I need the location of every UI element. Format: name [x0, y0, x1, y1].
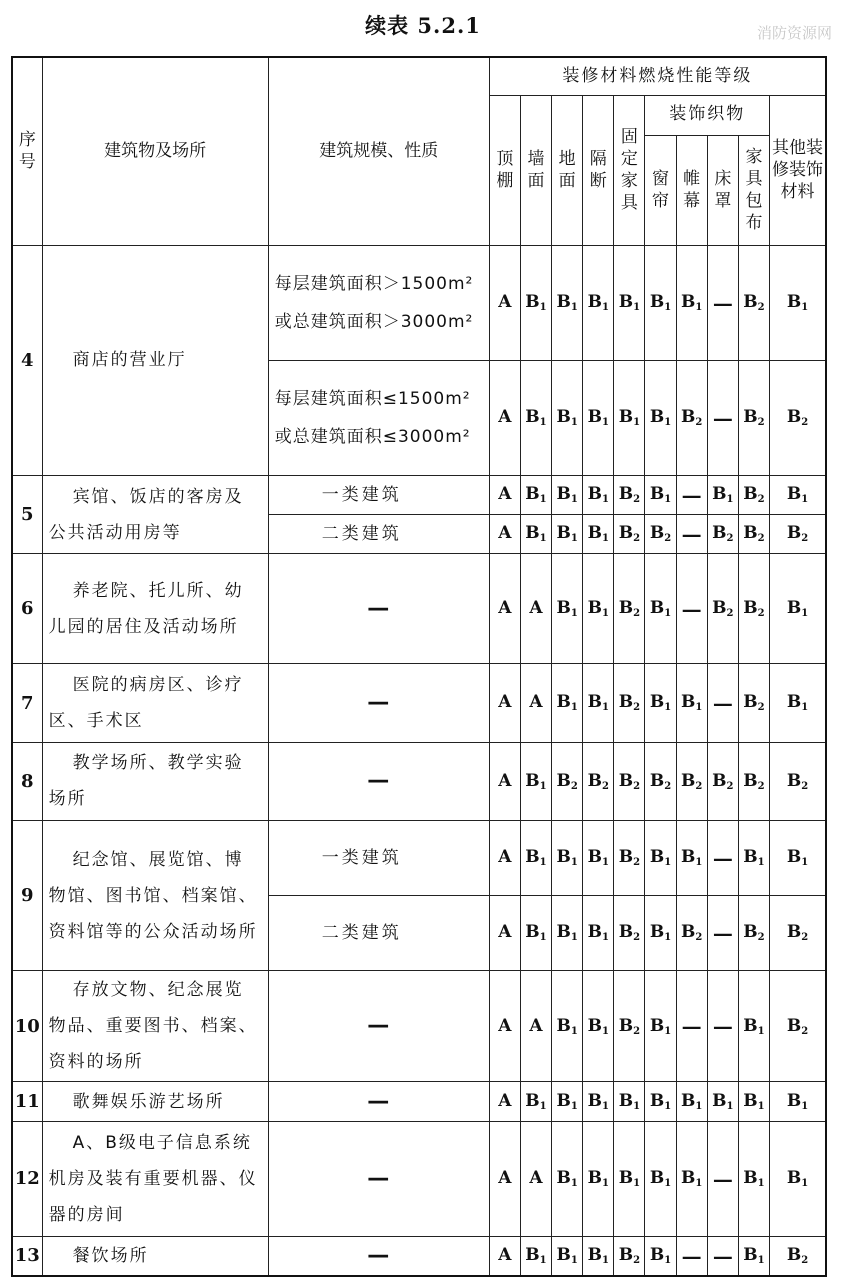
grade-fixed-furniture: $B_1$	[614, 360, 645, 475]
grade-bedcover: —	[707, 820, 738, 895]
grade-ceiling: A	[489, 360, 520, 475]
header-place: 建筑物及场所	[42, 57, 268, 245]
grade-partition: $B_1$	[583, 476, 614, 515]
header-upholstery: 家具包布	[738, 135, 769, 245]
grade-other: $B_1$	[770, 1121, 826, 1236]
header-drape: 帷幕	[676, 135, 707, 245]
grade-fixed-furniture: $B_2$	[614, 476, 645, 515]
grade-upholstery: $B_1$	[738, 1236, 769, 1276]
row-scale: 二类建筑	[268, 515, 489, 554]
grade-bedcover: $B_2$	[707, 515, 738, 554]
grade-partition: $B_1$	[583, 515, 614, 554]
header-seq: 序号	[12, 57, 42, 245]
grade-bedcover: $B_1$	[707, 476, 738, 515]
grade-wall: $B_1$	[520, 820, 551, 895]
grade-curtain: $B_1$	[645, 554, 676, 664]
row-seq: 7	[12, 664, 42, 742]
grade-other: $B_1$	[770, 245, 826, 360]
row-place: 存放文物、纪念展览物品、重要图书、档案、资料的场所	[42, 971, 268, 1082]
grade-other: $B_2$	[770, 1236, 826, 1276]
grade-floor: $B_1$	[552, 1121, 583, 1236]
row-scale: —	[268, 971, 489, 1082]
grade-partition: $B_1$	[583, 664, 614, 742]
grade-other: $B_2$	[770, 515, 826, 554]
grade-partition: $B_1$	[583, 245, 614, 360]
row-seq: 5	[12, 476, 42, 554]
grade-upholstery: $B_1$	[738, 1121, 769, 1236]
header-ceiling: 顶棚	[489, 95, 520, 245]
row-seq: 9	[12, 820, 42, 970]
grade-upholstery: $B_1$	[738, 1082, 769, 1121]
grade-drape: $B_1$	[676, 820, 707, 895]
grade-wall: $B_1$	[520, 742, 551, 820]
grade-drape: $B_1$	[676, 664, 707, 742]
grade-wall: $B_1$	[520, 515, 551, 554]
grade-fixed-furniture: $B_1$	[614, 1082, 645, 1121]
grade-curtain: $B_1$	[645, 1082, 676, 1121]
grade-floor: $B_1$	[552, 515, 583, 554]
row-place: 餐饮场所	[42, 1236, 268, 1276]
grade-other: $B_2$	[770, 742, 826, 820]
grade-fixed-furniture: $B_2$	[614, 971, 645, 1082]
grade-other: $B_2$	[770, 896, 826, 971]
grade-drape: $B_1$	[676, 1121, 707, 1236]
grade-other: $B_2$	[770, 360, 826, 475]
row-scale: 一类建筑	[268, 820, 489, 895]
grade-upholstery: $B_1$	[738, 820, 769, 895]
grade-drape: —	[676, 515, 707, 554]
grade-floor: $B_1$	[552, 896, 583, 971]
grade-ceiling: A	[489, 1082, 520, 1121]
row-seq: 10	[12, 971, 42, 1082]
grade-ceiling: A	[489, 476, 520, 515]
row-seq: 6	[12, 554, 42, 664]
grade-ceiling: A	[489, 1236, 520, 1276]
grade-fixed-furniture: $B_1$	[614, 1121, 645, 1236]
row-place: 养老院、托儿所、幼儿园的居住及活动场所	[42, 554, 268, 664]
grade-floor: $B_1$	[552, 820, 583, 895]
grade-bedcover: $B_2$	[707, 554, 738, 664]
grade-curtain: $B_1$	[645, 971, 676, 1082]
header-grade: 装修材料燃烧性能等级	[489, 57, 826, 95]
grade-ceiling: A	[489, 554, 520, 664]
grade-ceiling: A	[489, 820, 520, 895]
grade-floor: $B_1$	[552, 360, 583, 475]
grade-wall: $B_1$	[520, 360, 551, 475]
grade-ceiling: A	[489, 971, 520, 1082]
row-place: 医院的病房区、诊疗区、手术区	[42, 664, 268, 742]
grade-fixed-furniture: $B_2$	[614, 820, 645, 895]
grade-upholstery: $B_1$	[738, 971, 769, 1082]
header-scale: 建筑规模、性质	[268, 57, 489, 245]
row-place: 教学场所、教学实验场所	[42, 742, 268, 820]
grade-floor: $B_1$	[552, 971, 583, 1082]
grade-drape: $B_1$	[676, 1082, 707, 1121]
grade-other: $B_1$	[770, 664, 826, 742]
grade-curtain: $B_1$	[645, 360, 676, 475]
grade-other: $B_1$	[770, 476, 826, 515]
grade-wall: A	[520, 1121, 551, 1236]
grade-upholstery: $B_2$	[738, 515, 769, 554]
grade-upholstery: $B_2$	[738, 245, 769, 360]
header-floor: 地面	[552, 95, 583, 245]
header-partition: 隔断	[583, 95, 614, 245]
grade-bedcover: —	[707, 360, 738, 475]
grade-upholstery: $B_2$	[738, 554, 769, 664]
row-seq: 8	[12, 742, 42, 820]
grade-floor: $B_2$	[552, 742, 583, 820]
grade-drape: —	[676, 554, 707, 664]
grade-ceiling: A	[489, 515, 520, 554]
fire-rating-table	[11, 56, 827, 1277]
grade-fixed-furniture: $B_2$	[614, 664, 645, 742]
grade-drape: $B_1$	[676, 245, 707, 360]
grade-ceiling: A	[489, 245, 520, 360]
grade-floor: $B_1$	[552, 245, 583, 360]
grade-ceiling: A	[489, 742, 520, 820]
grade-partition: $B_2$	[583, 742, 614, 820]
grade-bedcover: —	[707, 1121, 738, 1236]
grade-bedcover: —	[707, 896, 738, 971]
grade-partition: $B_1$	[583, 1236, 614, 1276]
row-seq: 4	[12, 245, 42, 476]
grade-upholstery: $B_2$	[738, 360, 769, 475]
row-scale: 一类建筑	[268, 476, 489, 515]
row-seq: 12	[12, 1121, 42, 1236]
grade-upholstery: $B_2$	[738, 664, 769, 742]
grade-wall: A	[520, 664, 551, 742]
grade-curtain: $B_1$	[645, 820, 676, 895]
header-textiles: 装饰织物	[645, 95, 770, 135]
row-scale: 每层建筑面积≤1500m²或总建筑面积≤3000m²	[268, 360, 489, 475]
grade-wall: $B_1$	[520, 245, 551, 360]
grade-partition: $B_1$	[583, 896, 614, 971]
row-scale: —	[268, 742, 489, 820]
row-seq: 13	[12, 1236, 42, 1276]
row-place: 纪念馆、展览馆、博物馆、图书馆、档案馆、资料馆等的公众活动场所	[42, 820, 268, 970]
grade-bedcover: $B_1$	[707, 1082, 738, 1121]
row-scale: —	[268, 554, 489, 664]
grade-upholstery: $B_2$	[738, 476, 769, 515]
grade-drape: $B_2$	[676, 742, 707, 820]
grade-bedcover: —	[707, 1236, 738, 1276]
row-scale: —	[268, 1082, 489, 1121]
grade-wall: $B_1$	[520, 896, 551, 971]
watermark: 消防资源网	[756, 24, 832, 42]
grade-curtain: $B_2$	[645, 515, 676, 554]
grade-floor: $B_1$	[552, 1236, 583, 1276]
grade-fixed-furniture: $B_2$	[614, 1236, 645, 1276]
grade-ceiling: A	[489, 664, 520, 742]
row-scale: 二类建筑	[268, 896, 489, 971]
grade-bedcover: $B_2$	[707, 742, 738, 820]
grade-wall: $B_1$	[520, 476, 551, 515]
grade-drape: —	[676, 971, 707, 1082]
grade-curtain: $B_1$	[645, 1121, 676, 1236]
grade-partition: $B_1$	[583, 1121, 614, 1236]
header-fixed-furniture: 固定家具	[614, 95, 645, 245]
grade-other: $B_1$	[770, 554, 826, 664]
grade-partition: $B_1$	[583, 820, 614, 895]
row-seq: 11	[12, 1082, 42, 1121]
grade-curtain: $B_2$	[645, 742, 676, 820]
row-place: 歌舞娱乐游艺场所	[42, 1082, 268, 1121]
grade-wall: $B_1$	[520, 1082, 551, 1121]
grade-floor: $B_1$	[552, 554, 583, 664]
row-place: 商店的营业厅	[42, 245, 268, 476]
header-bedcover: 床罩	[707, 135, 738, 245]
grade-fixed-furniture: $B_2$	[614, 896, 645, 971]
grade-other: $B_1$	[770, 1082, 826, 1121]
grade-ceiling: A	[489, 1121, 520, 1236]
grade-ceiling: A	[489, 896, 520, 971]
table-title: 续表 5.2.1	[365, 13, 481, 38]
row-place: 宾馆、饭店的客房及公共活动用房等	[42, 476, 268, 554]
row-place: A、B级电子信息系统机房及装有重要机器、仪器的房间	[42, 1121, 268, 1236]
header-other: 其他装修装饰材料	[770, 95, 826, 245]
grade-drape: $B_2$	[676, 360, 707, 475]
grade-curtain: $B_1$	[645, 664, 676, 742]
grade-other: $B_1$	[770, 820, 826, 895]
grade-curtain: $B_1$	[645, 896, 676, 971]
grade-fixed-furniture: $B_2$	[614, 515, 645, 554]
row-scale: —	[268, 664, 489, 742]
grade-partition: $B_1$	[583, 971, 614, 1082]
row-scale: 每层建筑面积＞1500m²或总建筑面积＞3000m²	[268, 245, 489, 360]
grade-curtain: $B_1$	[645, 245, 676, 360]
grade-drape: —	[676, 476, 707, 515]
grade-upholstery: $B_2$	[738, 896, 769, 971]
header-curtain: 窗帘	[645, 135, 676, 245]
grade-other: $B_2$	[770, 971, 826, 1082]
grade-partition: $B_1$	[583, 1082, 614, 1121]
grade-fixed-furniture: $B_2$	[614, 742, 645, 820]
grade-bedcover: —	[707, 971, 738, 1082]
row-scale: —	[268, 1236, 489, 1276]
grade-floor: $B_1$	[552, 476, 583, 515]
grade-curtain: $B_1$	[645, 1236, 676, 1276]
grade-bedcover: —	[707, 245, 738, 360]
grade-bedcover: —	[707, 664, 738, 742]
header-wall: 墙面	[520, 95, 551, 245]
row-scale: —	[268, 1121, 489, 1236]
grade-wall: A	[520, 971, 551, 1082]
grade-curtain: $B_1$	[645, 476, 676, 515]
grade-drape: $B_2$	[676, 896, 707, 971]
grade-floor: $B_1$	[552, 1082, 583, 1121]
grade-fixed-furniture: $B_1$	[614, 245, 645, 360]
grade-wall: $B_1$	[520, 1236, 551, 1276]
grade-fixed-furniture: $B_2$	[614, 554, 645, 664]
grade-drape: —	[676, 1236, 707, 1276]
grade-wall: A	[520, 554, 551, 664]
grade-partition: $B_1$	[583, 554, 614, 664]
grade-floor: $B_1$	[552, 664, 583, 742]
grade-partition: $B_1$	[583, 360, 614, 475]
grade-upholstery: $B_2$	[738, 742, 769, 820]
